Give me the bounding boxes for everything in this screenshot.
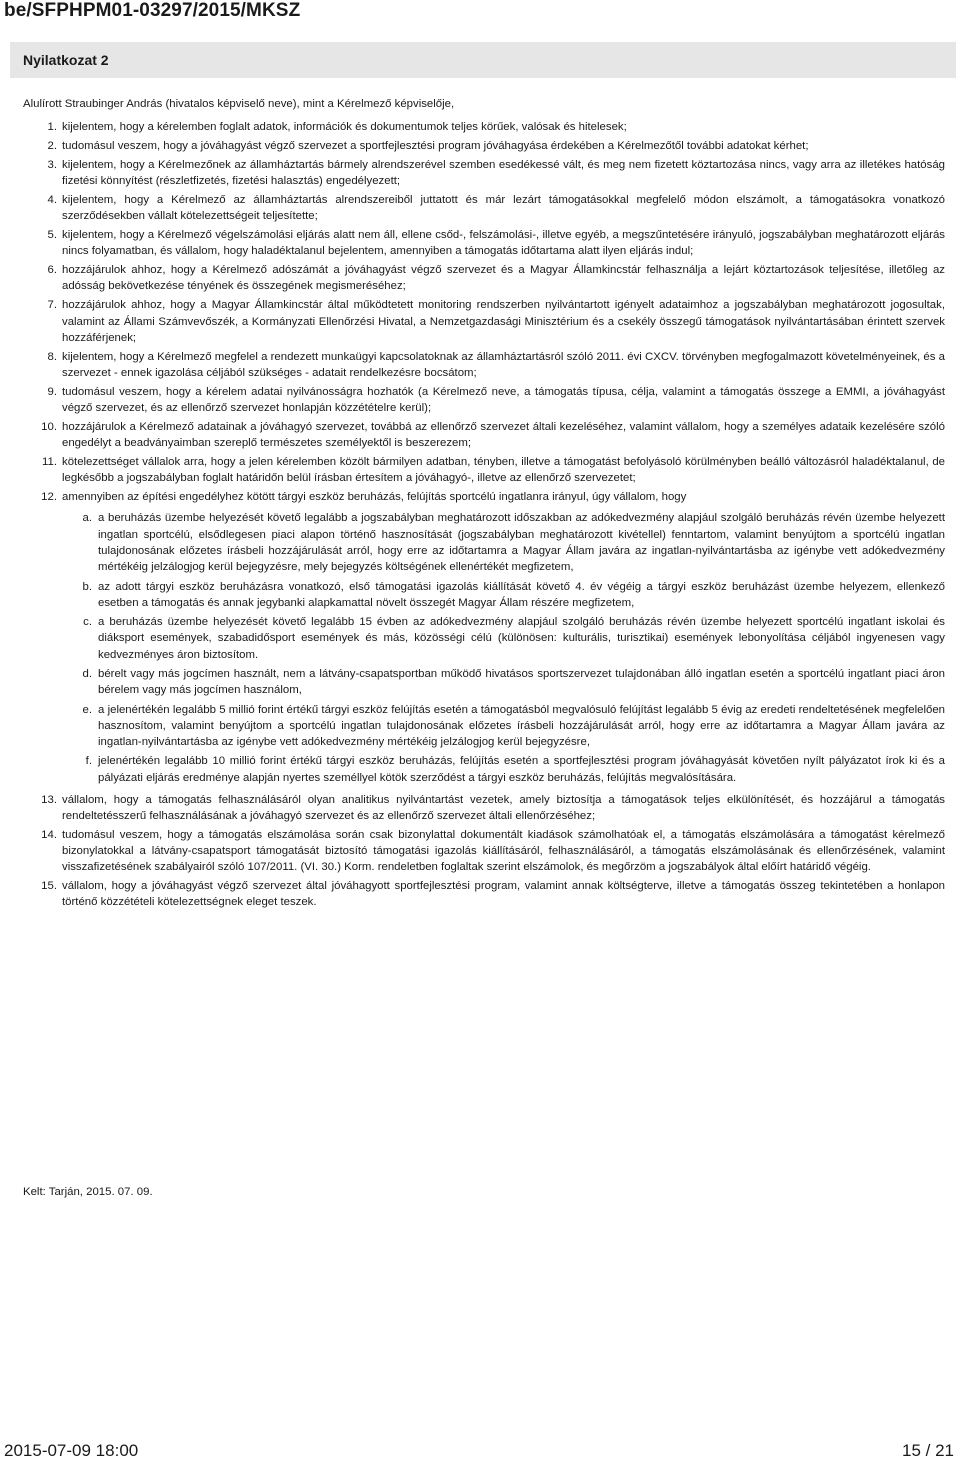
list-item [23,157,945,190]
list-item [23,227,945,260]
list-item-body [62,878,945,911]
list-item-number: 1. [47,121,57,134]
list-item-body [62,262,945,295]
list-item [23,419,945,452]
list-item-body [62,419,945,452]
list-item-body [62,827,945,876]
list-item-text: kijelentem, hogy a Kérelmezőnek az államháztartás bármely alrendszerével szemben esedékessé vált, és meg nem fizetett köztartozása nincs, vagy arra az illetékes hatóság fizetési könnyítést (részletfizetés, fizetési halasztás) engedélyezett; [62,158,945,188]
sub-list-item [62,753,945,786]
sub-list-item [62,666,945,699]
list-item-number: 9. [47,385,57,398]
sub-list-item-text: bérelt vagy más jogcímen használt, nem a látvány-csapatsportban működő hivatásos sportszervezet tulajdonában álló ingatlan esetén a sportcélú ingatlant piaci áron bérelem vagy más jogcímen használom, [98,668,945,697]
sub-list-item-letter: e. [82,703,92,716]
signature-place-date: Kelt: Tarján, 2015. 07. 09. [23,1186,153,1198]
list-item-number: 5. [47,229,57,242]
list-item-number: 4. [47,193,57,206]
list-item-text: hozzájárulok a Kérelmező adatainak a jóváhagyó szervezet, továbbá az ellenőrző szervezet általi kezeléséhez, valamint vállalom, hogy a személyes adataik kezelésére szóló engedélyt a beadványaimban szereplő természetes személyektől is beszerezem; [62,420,945,450]
list-item-body [62,297,945,346]
list-item [23,454,945,487]
document-id: be/SFPHPM01-03297/2015/MKSZ [4,0,301,21]
sub-list-item-letter: d. [82,668,92,680]
sub-list-item [62,510,945,575]
list-item [23,262,945,295]
list-item-body [62,792,945,825]
sub-list-item-text: jelenértékén legalább 10 millió forint értékű tárgyi eszköz beruházás, felújítás esetén a sportfejlesztési program jóváhagyását követően nyílt pályázatot írok ki és a pályázati eljárás eredménye alapján nyertes személlyel kötök szerződést a tárgyi eszköz beruházás, felújítás megvalósítására. [98,755,945,784]
sub-list-item [62,614,945,663]
sub-list-item-text: a beruházás üzembe helyezését követő legalább a jogszabályban meghatározott időszakban az adókedvezmény alapjául szolgáló beruházás révén üzembe helyezett ingatlan sportcélú, elsődlegesen piaci alapon történő hasznosítását (jogszabályban meghatározott kivétellel) fenntartom, valamint benyújtom a sportcélú ingatlan tulajdonosának előzetes írásbeli hozzájárulását arról, hogy erre az időtartamra a Magyar Állam javára az ingatlan-nyilvántartásba az igénybe vett adókedvezmény mértékéig jelzálogjog kerül bejegyzésre, mely bejegyzés költségének ellenértékét megfizetem, [98,512,945,574]
list-item-body [62,138,945,154]
list-item-text: vállalom, hogy a támogatás felhasználásáról olyan analitikus nyilvántartást vezetek, amely biztosítja a támogatások teljes elkülönítését, és hozzájárul a támogatás rendeltetésszerű felhasználásának a jóváhagyó szervezet és az ellenőrző szervezet általi ellenőrzéséhez; [62,793,945,822]
list-item-text: hozzájárulok ahhoz, hogy a Magyar Államkincstár által működtetett monitoring rendszerben nyilvántartott igényelt adataimhoz a jogszabályban meghatározott jogosultak, valamint az Állami Számvevőszék, a Kormányzati Ellenőrzési Hivatal, a Nemzetgazdasági Minisztérium és a csekély összegű támogatások nyilvántartásában érintett szervek hozzáférjenek; [62,299,945,344]
list-item-body [62,454,945,487]
list-item-number: 8. [47,350,57,363]
sub-list-item-text: a beruházás üzembe helyezését követő legalább 15 évben az adókedvezmény alapjául szolgáló beruházás révén üzembe helyezett sportcélú ingatlant iskolai és diáksport események, szabadidősport események és más, közösségi célú (különösen: kulturális, turisztikai) események lebonyolítása céljából ingyenesen vagy kedvezményes áron biztosítom. [98,616,945,661]
list-item [23,297,945,346]
footer-page-number: 15 / 21 [902,1441,954,1460]
footer-datetime: 2015-07-09 18:00 [4,1441,139,1460]
list-item-text: kijelentem, hogy a Kérelmező végelszámolási eljárás alatt nem áll, ellene csőd-, felszámolási-, illetve egyéb, a megszűntetésére irányuló, jogszabályban meghatározott eljárás nincs folyamatban, és vállalom, hogy haladéktalanul bejelentem, amennyiben a támogatás időtartama alatt ilyen eljárás indul; [62,229,945,258]
list-item-number: 3. [47,158,57,171]
list-item-number: 15. [41,880,57,893]
list-item-text: tudomásul veszem, hogy a támogatás elszámolása során csak bizonylattal dokumentált kiadások számolhatóak el, a támogatás elszámolására a támogatást kérelmező bizonylatokkal a látvány-csapatsport támogatását biztosító támogatási igazolás kiállításáról, felhasználásáról, a támogatás elszámolásának és ellenőrzésének, valamint visszafizetésének szabályairól szóló 107/2011. (VI. 30.) Korm. rendeletben foglaltak szerint elszámolok, és megőrzöm a jogszabályok által előírt határidő végéig. [62,828,945,874]
list-item-text: kijelentem, hogy a Kérelmező az államháztartás alrendszereiből juttatott és már lezárt támogatásokkal megfelelő módon elszámolt, a támogatásokra vonatkozó szerződésekben vállalt kötelezettségeit teljesítette; [62,193,945,223]
list-item-body [62,119,945,135]
list-item-body [62,349,945,382]
list-item-text: tudomásul veszem, hogy a jóváhagyást végző szervezet a sportfejlesztési program jóváhagyása érdekében a Kérelmezőtől további adatokat kérhet; [62,140,809,153]
declaration-list [23,119,945,910]
list-item-number: 11. [42,455,57,468]
list-item-number: 13. [41,793,57,806]
list-item [23,827,945,876]
list-item-body [62,384,945,417]
list-item-text: amennyiben az építési engedélyhez kötött tárgyi eszköz beruházás, felújítás sportcélú ingatlanra irányul, úgy vállalom, hogy [62,491,687,504]
sub-list-item-letter: c. [83,616,92,629]
section-header [10,42,956,78]
list-item-text: kötelezettséget vállalok arra, hogy a jelen kérelemben közölt bármilyen adatban, tényben, illetve a támogatást befolyásoló körülményben beálló változásról haladéktalanul, de legkésőbb a jogszabályban foglalt határidőn belül írásban értesítem a jóváhagyó-, illetve az ellenőrző szervezetet; [62,455,945,485]
list-item-body [62,157,945,190]
sub-list [62,510,945,786]
sub-list-item-letter: b. [82,580,92,593]
list-item-number: 7. [47,299,57,312]
list-item [23,349,945,382]
sub-list-item [62,579,945,612]
list-item-number: 6. [47,264,57,277]
list-item-text: hozzájárulok ahhoz, hogy a Kérelmező adószámát a jóváhagyást végző szervezet és a Magyar Államkincstár felhasználja a lejárt köztartozások teljesítése, illetőleg az adósság bekövetkezése tényének és összegének megismeréséhez; [62,264,945,293]
list-item-number: 2. [47,140,57,153]
sub-list-item-letter: f. [85,755,92,768]
list-item-text: vállalom, hogy a jóváhagyást végző szervezet által jóváhagyott sportfejlesztési program, valamint annak költségterve, illetve a támogatás összeg tekintetében a honlapon történő közzétételi kötelezettségnek eleget teszek. [62,880,945,909]
list-item [23,489,945,789]
list-item [23,119,945,135]
sub-list-item [62,702,945,751]
list-item-number: 12. [41,491,57,504]
sub-list-item-text: az adott tárgyi eszköz beruházásra vonatkozó, első támogatási igazolás kiállítását követő 4. év végéig a tárgyi eszköz beruházást üzembe helyezem, ellenkező esetben a támogatás és annak jegybanki alapkamattal növelt összegét Magyar Állam részére megfizetem, [98,580,945,609]
list-item-body [62,192,945,225]
intro-text: Alulírott Straubinger András (hivatalos képviselő neve), mint a Kérelmező képviselője, [23,98,455,110]
sub-list-item-text: a jelenértékén legalább 5 millió forint értékű tárgyi eszköz felújítás esetén a támogatásból megvalósuló felújítást legalább 5 évig az eredeti rendeltetésének megfelelően hasznosítom, valamint benyújtom a sportcélú ingatlan tulajdonosának előzetes írásbeli hozzájárulását arról, hogy erre az időtartamra a Magyar Állam javára az ingatlan-nyilvántartásba az igénybe vett adókedvezmény mértékéig jelzálogjog kerül bejegyzésre, [98,703,945,749]
list-item-text: kijelentem, hogy a kérelemben foglalt adatok, információk és dokumentumok teljes körűek, valósak és hitelesek; [62,121,627,134]
list-item-text: tudomásul veszem, hogy a kérelem adatai nyilvánosságra hozhatók (a Kérelmező neve, a támogatás típusa, célja, valamint a támogatás összege a EMMI, a jóváhagyást végző szervezet, és az ellenőrző szervezet honlapján közzétételre kerül); [62,385,945,415]
list-item-body [62,489,945,789]
list-item-number: 14. [41,828,57,841]
section-title: Nyilatkozat 2 [23,52,109,68]
list-item [23,192,945,225]
list-item-number: 10. [41,420,57,433]
list-item-text: kijelentem, hogy a Kérelmező megfelel a rendezett munkaügyi kapcsolatoknak az államháztartásról szóló 2011. évi CXCV. törvényben megfogalmazott követelményeinek, és a szervezet - ennek igazolása céljából szükséges - adatait rendelkezésre bocsátom; [62,350,945,379]
list-item [23,138,945,154]
list-item [23,878,945,911]
list-item [23,792,945,825]
sub-list-item-letter: a. [82,512,92,525]
declaration-body [23,96,945,913]
list-item-body [62,227,945,260]
list-item [23,384,945,417]
